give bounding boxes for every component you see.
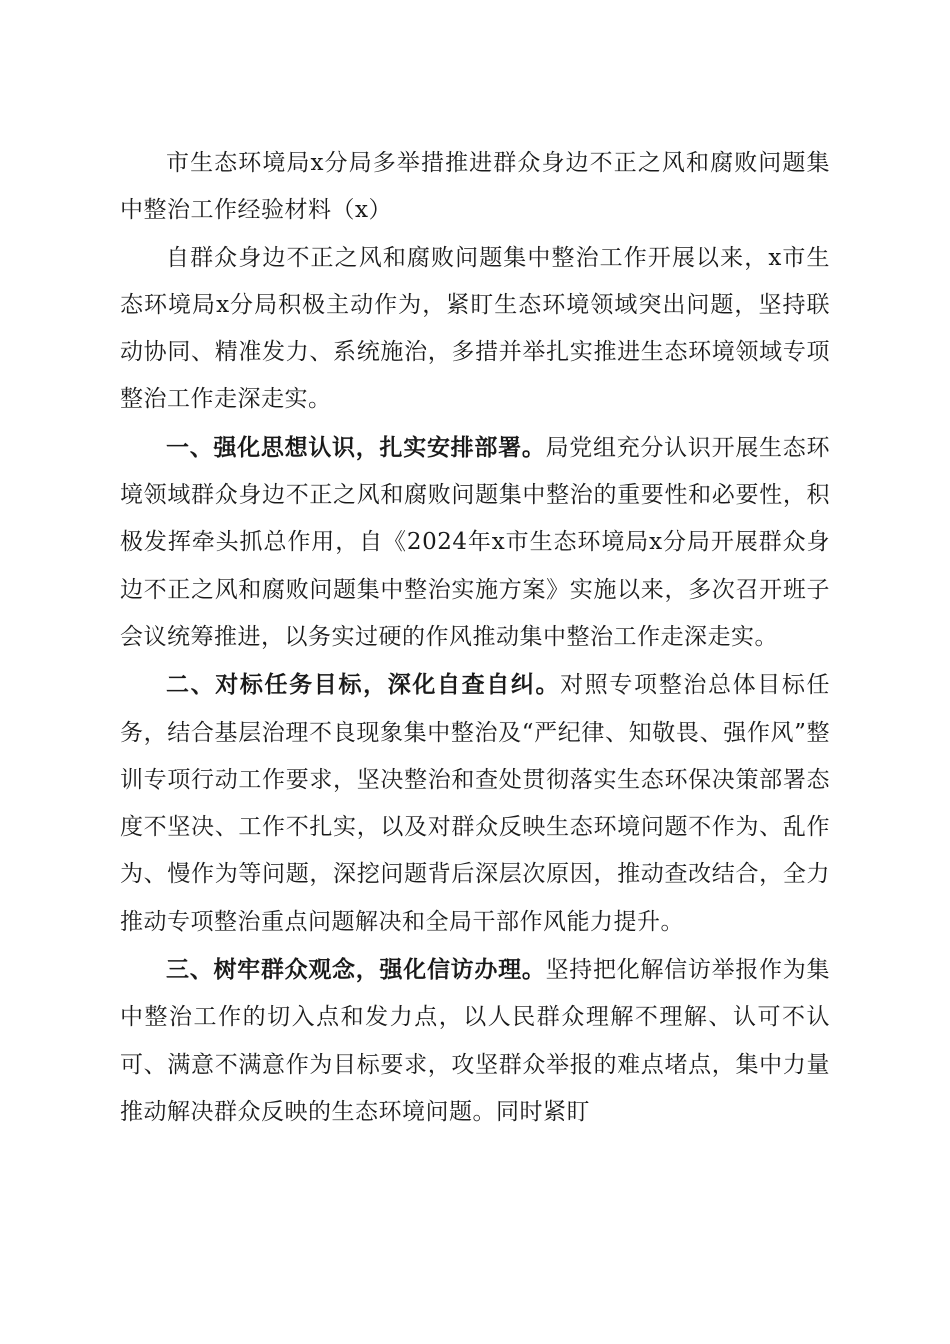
section-body-1: 局党组充分认识开展生态环境领域群众身边不正之风和腐败问题集中整治的重要性和必要性，积极发挥牵头抓总作用，自《2024年x市生态环境局x分局开展群众身边不正之风和腐败问题集中整治实施方案》实施以来，多次召开班子会议统筹推进，以务实过硬的作风推动集中整治工作走深走实。 xyxy=(120,434,831,650)
section-paragraph-2 xyxy=(120,661,830,946)
document-body xyxy=(120,140,830,1136)
section-heading-3: 三、树牢群众观念，强化信访办理。 xyxy=(166,956,546,984)
section-body-3: 坚持把化解信访举报作为集中整治工作的切入点和发力点，以人民群众理解不理解、认可不认可、满意不满意作为目标要求，攻坚群众举报的难点堵点，集中力量推动解决群众反映的生态环境问题。同时紧盯 xyxy=(120,957,831,1125)
section-paragraph-1 xyxy=(120,424,830,661)
section-heading-1: 一、强化思想认识，扎实安排部署。 xyxy=(166,433,546,461)
document-title: 市生态环境局x分局多举措推进群众身边不正之风和腐败问题集中整治工作经验材料（x） xyxy=(120,150,830,224)
section-body-2: 对照专项整治总体目标任务，结合基层治理不良现象集中整治及“严纪律、知敬畏、强作风”整训专项行动工作要求，坚决整治和查处贯彻落实生态环保决策部署态度不坚决、工作不扎实，以及对群众反映生态环境问题不作为、乱作为、慢作为等问题，深挖问题背后深层次原因，推动查改结合，全力推动专项整治重点问题解决和全局干部作风能力提升。 xyxy=(120,672,831,935)
section-heading-2: 二、对标任务目标，深化自查自纠。 xyxy=(166,671,561,699)
section-paragraph-3 xyxy=(120,946,830,1136)
intro-paragraph: 自群众身边不正之风和腐败问题集中整治工作开展以来，x市生态环境局x分局积极主动作为，紧盯生态环境领域突出问题，坚持联动协同、精准发力、系统施治，多措并举扎实推进生态环境领域专项整治工作走深走实。 xyxy=(120,244,830,413)
